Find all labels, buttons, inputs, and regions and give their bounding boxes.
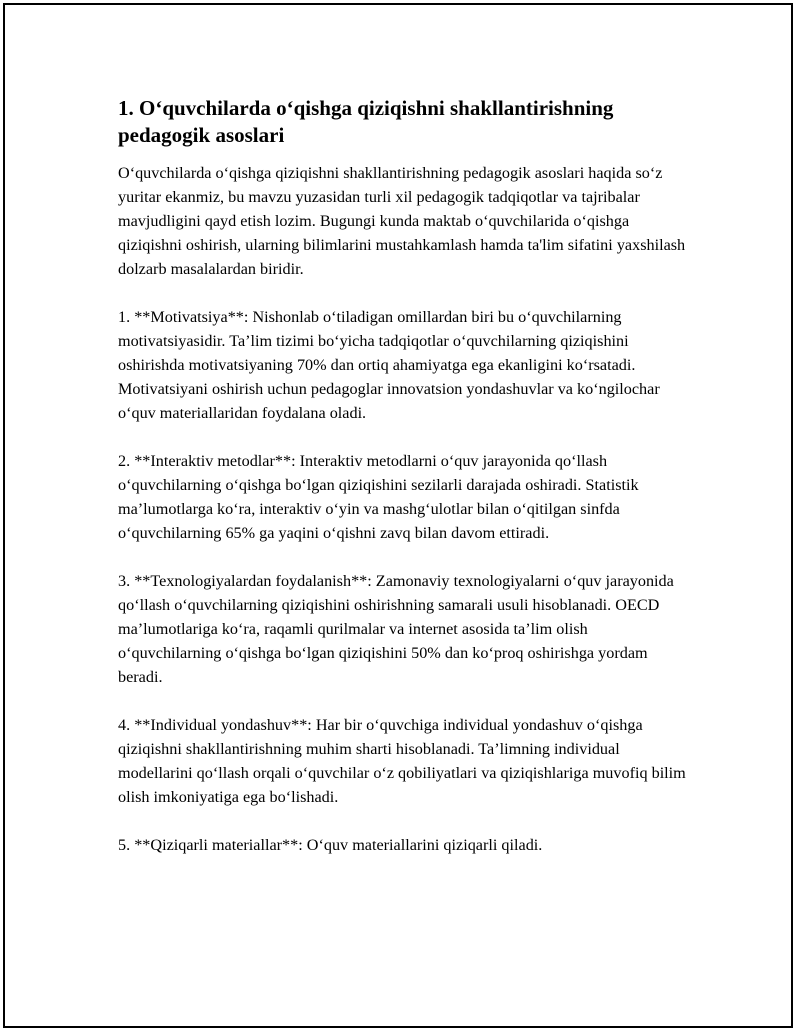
document-title: 1. O‘quvchilarda o‘qishga qiziqishni shakllantirishning pedagogik asoslari (118, 96, 614, 147)
list-item-interesting-materials: 5. **Qiziqarli materiallar**: O‘quv materiallarini qiziqarli qiladi. (118, 836, 543, 854)
list-item-individual-approach: 4. **Individual yondashuv**: Har bir o‘quvchiga individual yondashuv o‘qishga qiziqishni shakllantirishning muhim sharti hisoblanadi. Ta’limning individual modellarini qo‘llash orqali o‘quvchilar o‘z qobiliyatlari va qiziqishlariga muvofiq bilim olish imkoniyatiga ega bo‘lishadi. (118, 716, 686, 806)
list-item-interactive-methods: 2. **Interaktiv metodlar**: Interaktiv metodlarni o‘quv jarayonida qo‘llash o‘quvchilarning o‘qishga bo‘lgan qiziqishini sezilarli darajada oshiradi. Statistik ma’lumotlarga ko‘ra, interaktiv o‘yin va mashg‘ulotlar bilan o‘qitilgan sinfda o‘quvchilarning 65% ga yaqini o‘qishni zavq bilan davom ettiradi. (118, 452, 639, 542)
list-item-technology: 3. **Texnologiyalardan foydalanish**: Zamonaviy texnologiyalarni o‘quv jarayonida qo‘llash o‘quvchilarning qiziqishini oshirishning samarali usuli hisoblanadi. OECD ma’lumotlariga ko‘ra, raqamli qurilmalar va internet asosida ta’lim olish o‘quvchilarning o‘qishga bo‘lgan qiziqishini 50% dan ko‘proq oshirishga yordam beradi. (118, 572, 674, 686)
list-item-motivation: 1. **Motivatsiya**: Nishonlab o‘tiladigan omillardan biri bu o‘quvchilarning motivatsiyasidir. Ta’lim tizimi bo‘yicha tadqiqotlar o‘quvchilarning qiziqishini oshirishda motivatsiyaning 70% dan ortiq ahamiyatga ega ekanligini ko‘rsatadi. Motivatsiyani oshirish uchun pedagoglar innovatsion yondashuvlar va ko‘ngilochar o‘quv materiallaridan foydalana oladi. (118, 308, 660, 422)
intro-paragraph: O‘quvchilarda o‘qishga qiziqishni shakllantirishning pedagogik asoslari haqida so‘z yuritar ekanmiz, bu mavzu yuzasidan turli xil pedagogik tadqiqotlar va tajribalar mavjudligini qayd etish lozim. Bugungi kunda maktab o‘quvchilarida o‘qishga qiziqishni oshirish, ularning bilimlarini mustahkamlash hamda ta'lim sifatini yaxshilash dolzarb masalalardan biridir. (118, 164, 686, 278)
document-body (118, 95, 688, 857)
